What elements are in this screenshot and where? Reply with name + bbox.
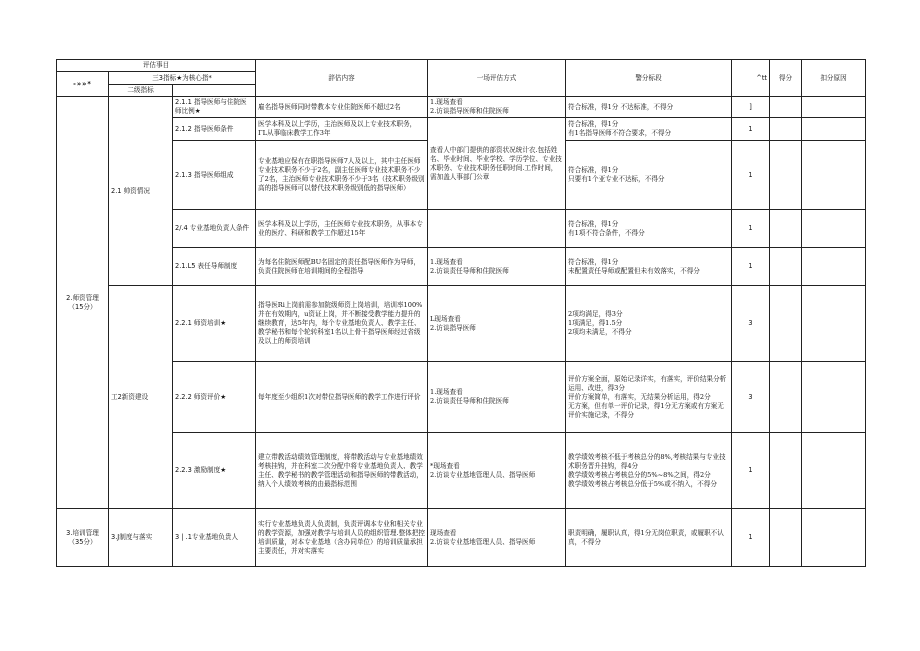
standard-line: 教学绩效考核不低于考核总分的8%,考核结果与专业技术职务晋升挂钩，得4分 — [568, 452, 726, 470]
level3-cell: 2.2.2 师资评价★ — [173, 362, 256, 433]
method-line: 1.现场查看 — [430, 98, 463, 106]
table-row — [57, 210, 866, 248]
level2-cell: 工2新资建设 — [109, 286, 173, 509]
method-line: 2.访谈责任导师和住院医师 — [430, 397, 509, 405]
method-line: 查看人中部门提供的部资状况统计衣.包括姓名、毕业时间、毕业学校、学历学位、专业技术职务、专业技术职务任职时间.工作时间，需加盖人事部门公章 — [430, 145, 562, 181]
method-line: 2.访谈责任导师和住院医师 — [430, 266, 509, 275]
level3-cell: 2.1.L5 表任导师制度 — [173, 248, 256, 286]
standard-cell — [566, 248, 732, 286]
level2-cell: 2.1 帅资情况 — [109, 97, 173, 286]
weight-cell: 3 — [732, 362, 770, 433]
level3-cell: 2/.4 专业基地负责人条件 — [173, 210, 256, 248]
score-cell — [770, 210, 802, 248]
deduction-cell — [802, 362, 866, 433]
standard-cell — [566, 118, 732, 141]
weight-cell: 1 — [732, 118, 770, 141]
table-row — [57, 509, 866, 567]
header-level2: 二级指标 — [109, 85, 173, 97]
method-cell — [428, 433, 566, 509]
table-row — [57, 362, 866, 433]
method-cell — [428, 509, 566, 567]
level3-cell: 2.1.3 指导医师组成 — [173, 141, 256, 210]
standard-line: 符合标准，得1分 — [568, 120, 619, 128]
standard-line: 有1项不符合条件，不得分 — [568, 228, 645, 237]
method-line: 现场查看 — [430, 528, 457, 537]
header-content: 辞估内容 — [256, 60, 428, 97]
method-cell — [428, 210, 566, 248]
deduction-cell — [802, 97, 866, 118]
level3-cell: 2.1.2 指导医师条件 — [173, 118, 256, 141]
header-deduction: 扣分原因 — [802, 60, 866, 97]
header-standard: 警分标段 — [566, 60, 732, 97]
header-level1: -»»* — [57, 72, 109, 97]
weight-cell: ] — [732, 97, 770, 118]
standard-line: 职责明确，履职认真，得1分无岗位职责，或履职不认真，不得分 — [568, 528, 724, 546]
level2-cell: 3.J制度与落实 — [109, 509, 173, 567]
content-cell: 每年度至少组织1次对带位指导医师的教学工作进行评价 — [256, 362, 428, 433]
level1-cell: 2.师资管理（15分） — [57, 97, 109, 509]
standard-line: 符合标准，得1分 不达标准，不得分 — [568, 102, 674, 111]
score-cell — [770, 286, 802, 362]
standard-line: 只要有1个亚专业不达标，不得分 — [568, 175, 665, 183]
deduction-cell — [802, 433, 866, 509]
table-row — [57, 248, 866, 286]
standard-line: 评价方案简单，有落实，无结果分析运用，得2分 — [568, 392, 711, 401]
score-cell — [770, 97, 802, 118]
standard-line: 符合标准，得1分 — [568, 166, 619, 174]
method-line: 2.访谈专业基地管理人员、指导医师 — [430, 537, 536, 546]
weight-cell: 1 — [732, 141, 770, 210]
standard-line: 无方案，但有单一评价记录，得1分无方案或有方案无评价实施记录，不得分 — [568, 401, 724, 419]
score-cell — [770, 509, 802, 567]
method-line: 1.现场查看 — [430, 388, 463, 396]
deduction-cell — [802, 509, 866, 567]
standard-line: 1项满足，得1.5分 — [568, 319, 623, 327]
level3-cell: 2.1.1 指导医师与住院医师比例★ — [173, 97, 256, 118]
level1-cell: 3.培训管理（35分） — [57, 509, 109, 567]
header-top-group: 评估事目 — [57, 60, 256, 72]
header-level3-group: 三3指标★为核心指* — [109, 72, 256, 85]
score-cell — [770, 433, 802, 509]
deduction-cell — [802, 118, 866, 141]
content-cell: 为每名住院医师配BU名固定的责任指导医师作为导师，负责住院医师在培训期间的全程指导 — [256, 248, 428, 286]
method-line: 2.访谈指导医师和住院医师 — [430, 107, 509, 115]
standard-cell — [566, 362, 732, 433]
standard-line: 2项均未满足，不得分 — [568, 328, 632, 336]
standard-line: 2项均满足，得3分 — [568, 310, 623, 318]
standard-line: 符合标准，得1分 — [568, 219, 619, 228]
standard-cell — [566, 433, 732, 509]
method-line: 2.访谈指导医师 — [430, 323, 476, 332]
score-cell — [770, 141, 802, 210]
header-method: 一场评估方式 — [428, 60, 566, 97]
deduction-cell — [802, 286, 866, 362]
content-cell: 雇名指导医师同时带教本专业住院医师不超过2名 — [256, 97, 428, 118]
method-line: L现场查看 — [430, 314, 461, 323]
method-cell — [428, 248, 566, 286]
standard-cell — [566, 210, 732, 248]
deduction-cell — [802, 210, 866, 248]
deduction-cell — [802, 141, 866, 210]
content-cell: 专业基地应保有在职指导医师7人及以上，其中主任医师专业技术职务不少于2名，副主任医师专业技术职务不少了2名，主治医师专业技术职务不少于3名（技术职务级别高的指导医师可以替代技术职务级别低的指导医师） — [256, 141, 428, 210]
method-cell — [428, 286, 566, 362]
table-row — [57, 433, 866, 509]
standard-line: 评价方案全面，原始记录详实，有落实，评价结果分析运用、改进，得3分 — [568, 374, 727, 392]
content-cell: 建立带教活动绩效管理制度，将带教活动与专业基地绩效考核挂钩，并在科室二次分配中将专业基地负责人、教学主任、教学秘书的教学管理活动和指导医师的带教活动，纳入个人绩效考核的由最指标范围 — [256, 433, 428, 509]
table-row — [57, 118, 866, 141]
level3-cell: 2.2.3 激励制度★ — [173, 433, 256, 509]
weight-cell: 1 — [732, 210, 770, 248]
standard-cell — [566, 286, 732, 362]
score-cell — [770, 362, 802, 433]
evaluation-table — [56, 59, 866, 567]
weight-cell: 1 — [732, 433, 770, 509]
standard-line: 未配置责任导师或配置但未有效落实，不得分 — [568, 266, 700, 275]
content-cell: 医学本科及以上学历，主任医师专业技术职务，从事本专业的医疗、科研和教学工作超过15年 — [256, 210, 428, 248]
method-line: *现场查看 — [430, 461, 460, 470]
method-cell — [428, 97, 566, 118]
standard-line: 符合标准，得1分 — [568, 257, 619, 266]
weight-cell: 1 — [732, 248, 770, 286]
method-line: 2.访谈专业基地管理人员、指导医师 — [430, 470, 536, 479]
weight-cell: 1 — [732, 509, 770, 567]
level3-cell: 3 | .1专业基地负贵人 — [173, 509, 256, 567]
score-cell — [770, 118, 802, 141]
score-cell — [770, 248, 802, 286]
content-cell: 指导医Ri上岗前需参加院级师资上岗培训，培训率100%并在有效期内，u资证上岗，并不断接受教学能力提升的继续教育，达5年内，每个专业基地负责人、教学主任、教学秘书和每个轮转科室1名以上骨干指导医师经过省级及以上的师资培训 — [256, 286, 428, 362]
table-row — [57, 286, 866, 362]
level3-cell: 2.2.1 师资培训★ — [173, 286, 256, 362]
standard-line: 教学绩效考核占考核总分的5%~8%之间，得2分 — [568, 470, 711, 479]
deduction-cell — [802, 248, 866, 286]
standard-cell — [566, 509, 732, 567]
header-score: 得分 — [770, 60, 802, 97]
standard-line: 教学绩效考核占考核总分低于5%或不纳入，不得分 — [568, 479, 717, 488]
standard-cell — [566, 141, 732, 210]
standard-cell — [566, 97, 732, 118]
table-row — [57, 97, 866, 118]
header-blank — [173, 85, 256, 97]
standard-line: 有1名指导医师不符合要求，不得分 — [568, 129, 672, 137]
weight-cell: 3 — [732, 286, 770, 362]
content-cell: 医学本科及以上学历，主治医师及以上专业技术职务，ΓL从事临床教学工作3年 — [256, 118, 428, 141]
header-weight: ^tt — [732, 60, 770, 97]
content-cell: 实行专业基地负责人负责制，负责评调本专业和相关专业的教学资源，加强对教学与培训人员的组织管理.整体把控培训质量，对本专业基地（含办同单位）的培训质量承担主要责任，并对实落实 — [256, 509, 428, 567]
method-cell — [428, 118, 566, 210]
method-line: 1.现场查看 — [430, 257, 463, 266]
method-cell — [428, 362, 566, 433]
